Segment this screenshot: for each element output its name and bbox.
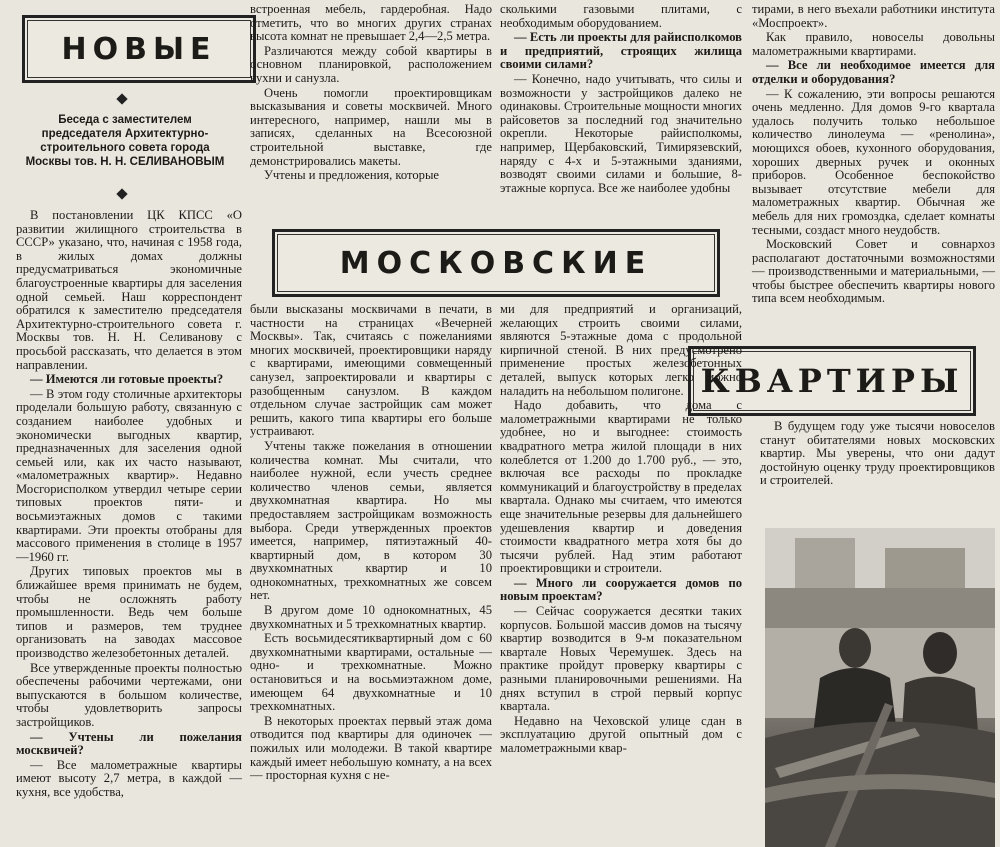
column-2-top bbox=[250, 3, 492, 184]
column-3-top bbox=[500, 3, 742, 196]
column-3-bottom bbox=[500, 303, 742, 757]
paragraph: Очень помогли проектировщикам высказывания и советы москвичей. Много интересного, например, нашли мы в записях, сделанных на Всесоюзной строительной выставке, где демонстрировались макеты. bbox=[250, 85, 492, 168]
paragraph: В другом доме 10 однокомнатных, 45 двухкомнатных и 5 трехкомнатных квартир. bbox=[250, 603, 492, 631]
headline-box-2 bbox=[272, 229, 720, 297]
question: — Имеются ли готовые проекты? bbox=[30, 372, 224, 387]
paragraph: Надо добавить, что дома с малометражными квартирами не только удобнее, но и выгоднее: стоимость квадратного метра жилой площади в них колеблется от 1.200 до 1.700 руб., — это, включая все расходы по прокладке коммуникаций и благоустройству в пределах квартала. Однако мы считаем, что имеются еще значительные резервы для дальнейшего удешевления квартир и доведения стоимости квадратного метра хотя бы до тысячи рублей. Над этим работают проектировщики и строители. bbox=[500, 398, 742, 576]
column-2-bottom bbox=[250, 303, 492, 784]
paragraph: — В этом году столичные архитекторы проделали большую работу, связанную с созданием наиболее удобных и экономически выгодных квартир, предназначенных для заселения одной семьей или, как их часто называют, «малометражных квартир». Недавно Мосгорисполком утвердил четыре серии типовых проектов пяти- и восьмиэтажных домов с такими квартирами. Эти проекты отобраны для массового применения в столице в 1957—1960 гг. bbox=[16, 386, 242, 564]
photo-couple-in-rowboat bbox=[765, 528, 995, 847]
headline-word-2: МОСКОВСКИЕ bbox=[339, 245, 653, 281]
paragraph: Учтены и предложения, которые bbox=[264, 168, 440, 183]
question: — Много ли сооружается домов по новым проектам? bbox=[500, 575, 742, 604]
paragraph: ми для предприятий и организаций, желающих строить своими силами, являются 5-этажные дома с продольной кирпичной стеной. В них предусмотрено применение простых железобетонных деталей, выпуск которых легко можно наладить на небольшом полигоне. bbox=[500, 302, 742, 398]
paragraph: — К сожалению, эти вопросы решаются очень медленно. Для домов 9-го квартала удалось получить только небольшое количество линолеума — «ренолина», моющихся обоев, кухонного оборудования, хороших дверных ручек и оконных приборов. Особенное беспокойство вызывает отсутствие мебели для малометражных квартир. Обычная же мебель для них громоздка, сделает комнаты тесными, создаст много неудобств. bbox=[752, 86, 995, 237]
question: — Учтены ли пожелания москвичей? bbox=[16, 729, 242, 758]
paragraph: В будущем году уже тысячи новоселов станут обитателями новых московских квартир. Мы уверены, что они дадут достойную оценку труду проектировщиков и строителей. bbox=[760, 419, 995, 488]
paragraph: Других типовых проектов мы в ближайшее время принимать не будем, чтобы не осложнять работу промышленности. Ведь чем больше типов и размеров, тем труднее организовать на заводах массовое производство железобетонных деталей. bbox=[16, 564, 242, 660]
paragraph: были высказаны москвичами в печати, в частности на страницах «Вечерней Москвы». Так, считаясь с пожеланиями многих москвичей, проектировщики наряду с квартирами, имеющими совмещенный санузел, запроектировали и квартиры с разобщенным санузлом. В каждом отдельном случае застройщик сам может решить, какого типа квартиры его больше устраивают. bbox=[250, 302, 492, 439]
ornament-diamond bbox=[116, 93, 127, 104]
column-1 bbox=[16, 209, 242, 801]
paragraph: встроенная мебель, гардеробная. Надо отметить, что во многих других странах высота комнат не превышает 2,4—2,5 метра. bbox=[250, 2, 492, 44]
ornament-diamond bbox=[116, 188, 127, 199]
paragraph: Учтены также пожелания в отношении количества комнат. Мы считали, что наиболее нужной, если учесть среднее количество членов семьи, является двухкомнатная квартира. Но мы предоставляем застройщикам возможность выбора. Среди утвержденных проектов имеется, например, пятиэтажный 40-квартирный дом, в котором 30 двухкомнатных квартир и 10 однокомнатных, трехкомнатных же совсем нет. bbox=[250, 438, 492, 603]
paragraph: сколькими газовыми плитами, с необходимым оборудованием. bbox=[500, 2, 742, 30]
paragraph: — Конечно, надо учитывать, что силы и возможности у застройщиков далеко не одинаковы. Строительные мощности многих райсоветов за последний год значительно окрепли. Некоторые райисполкомы, например, Щербаковский, Тимирязевский, наряду с 4-х и 5-этажными зданиями, возводят своими силами и большие, 8-этажные корпуса. Все же наиболее удобны bbox=[500, 71, 742, 195]
headline-word-3: КВАРТИРЫ bbox=[700, 362, 964, 400]
question: — Есть ли проекты для райисполкомов и предприятий, строящих жилища своими силами? bbox=[500, 30, 742, 72]
paragraph: Как правило, новоселы довольны малометражными квартирами. bbox=[752, 30, 995, 58]
byline: Беседа с заместителем председателя Архитектурно-строительного совета города Москвы тов. Н. Н. СЕЛИВАНОВЫМ bbox=[25, 114, 225, 168]
paragraph: В постановлении ЦК КПСС «О развитии жилищного строительства в СССР» указано, что, начиная с 1958 года, в жилых домах должны предусматриваться экономичные благоустроенные квартиры для заселения одной семьей. Наш корреспондент обратился к заместителю председателя Архитектурно-строительного совета г. Москвы тов. Н. Н. Селиванову с просьбой рассказать, что делается в этом направлении. bbox=[16, 208, 242, 372]
column-4-top bbox=[752, 3, 995, 307]
paragraph: — Все малометражные квартиры имеют высоту 2,7 метра, в каждой — кухня, все удобства, bbox=[16, 757, 242, 799]
column-4-bottom bbox=[760, 420, 995, 489]
paragraph: В некоторых проектах первый этаж дома отводится под квартиры для одиночек — пожилых или молодежи. В такой квартире каждый имеет небольшую комнату, а на всех — просторная кухня с не- bbox=[250, 713, 492, 783]
paragraph: Различаются между собой квартиры в основном планировкой, расположением кухни и санузла. bbox=[250, 43, 492, 85]
paragraph: Все утвержденные проекты полностью обеспечены рабочими чертежами, они выпускаются в большом количестве, чтобы удовлетворить запросы застройщиков. bbox=[16, 660, 242, 729]
paragraph: тирами, в него въехали работники института «Моспроект». bbox=[752, 2, 995, 30]
question: — Все ли необходимое имеется для отделки и оборудования? bbox=[752, 58, 995, 86]
headline-word-1: НОВЫЕ bbox=[61, 31, 217, 67]
headline-box-1 bbox=[22, 15, 256, 83]
photo-illustration bbox=[765, 528, 995, 847]
paragraph: Недавно на Чеховской улице сдан в эксплуатацию другой опытный дом с малометражными квар- bbox=[500, 713, 742, 755]
paragraph: Есть восьмидесятиквартирный дом с 60 двухкомнатными квартирами, остальные — одно- и трехкомнатные. Можно остановиться и на восьмиэтажном доме, имеющем 64 двухкомнатные и 10 трехкомнатных. bbox=[250, 631, 492, 714]
paragraph: Московский Совет и совнархоз располагают достаточными возможностями — производственными и материальными, — чтобы быстрее обеспечить квартиры нового типа всем необходимым. bbox=[752, 237, 995, 306]
paragraph: — Сейчас сооружается десятки таких корпусов. Большой массив домов на тысячу квартир возводится в 9-м показательном квартале Новых Черемушек. Здесь на практике пройдут проверку квартиры с разными планировочными решениями. На днях вступил в строй первый корпус квартала. bbox=[500, 604, 742, 714]
